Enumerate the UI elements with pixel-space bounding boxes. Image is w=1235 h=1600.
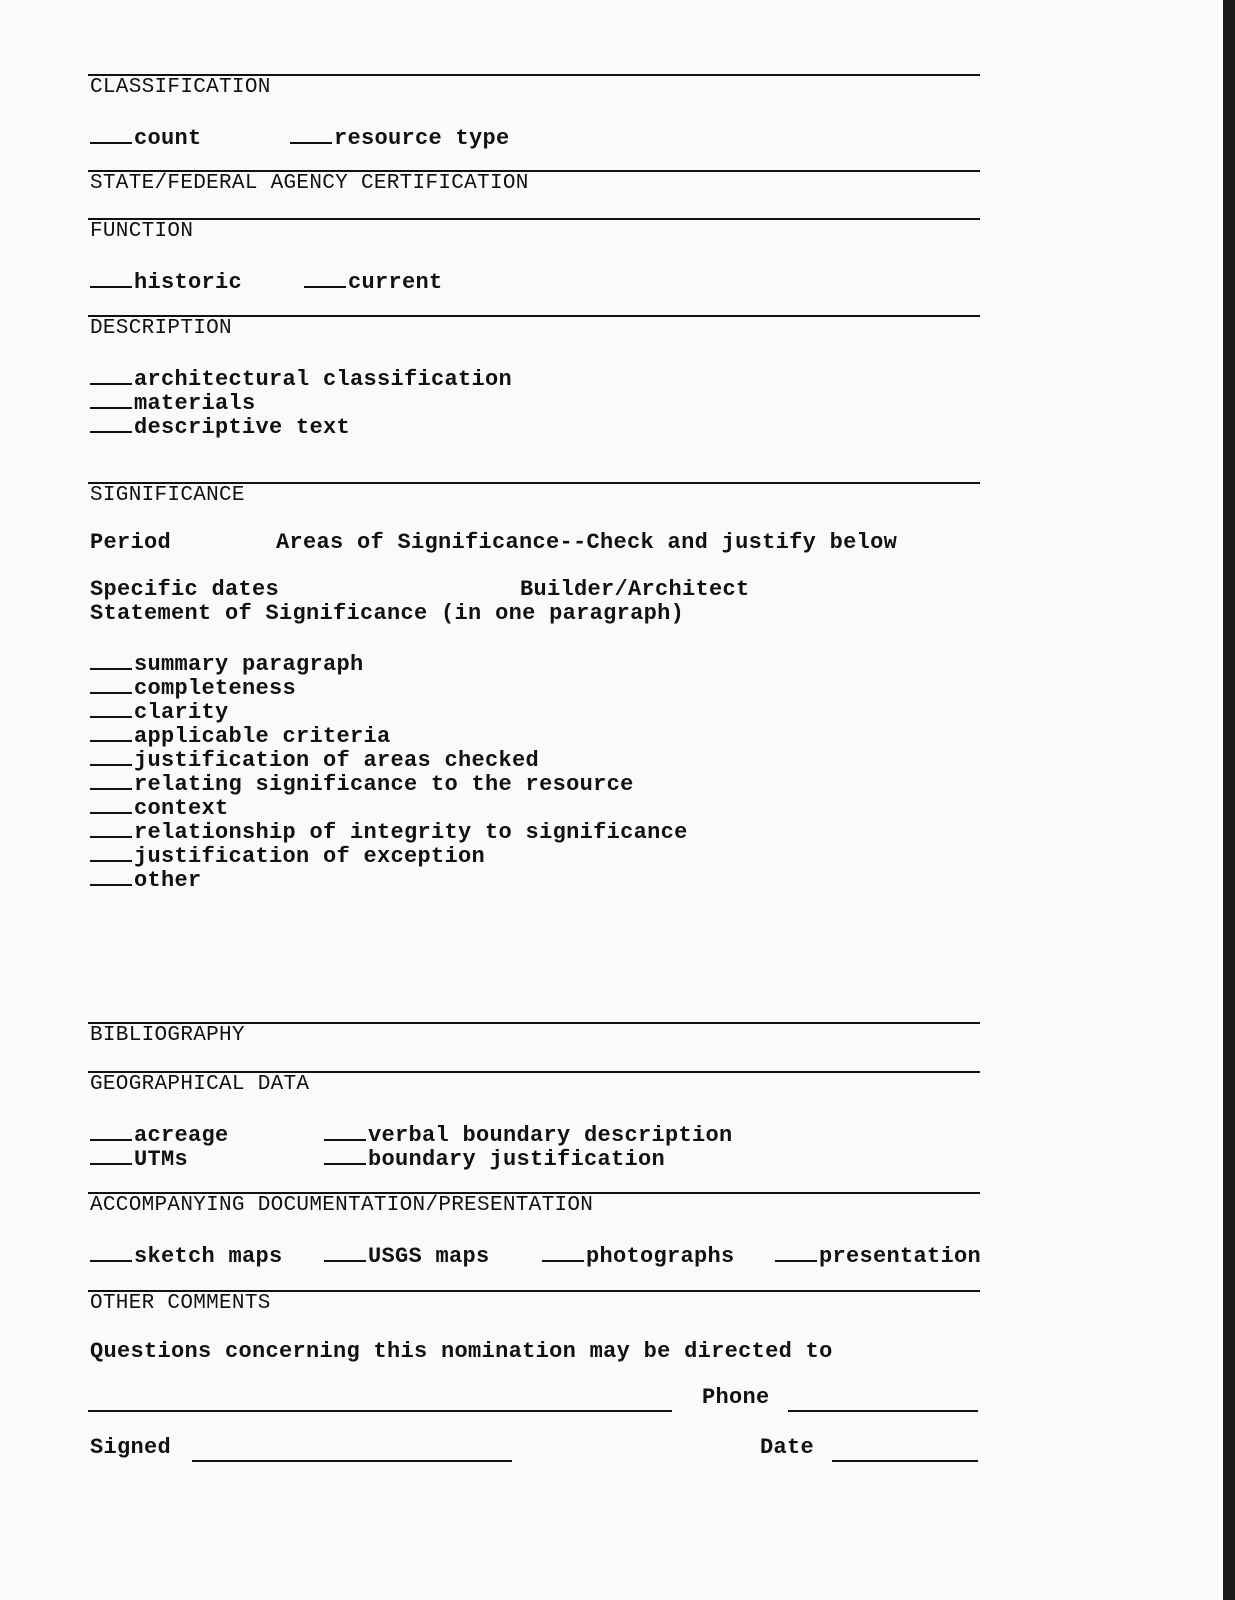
period-label: Period [90, 530, 172, 555]
checkbox-blank[interactable] [90, 722, 132, 742]
classification-heading: CLASSIFICATION [90, 76, 271, 99]
presentation-blank[interactable] [775, 1242, 817, 1262]
phone-line[interactable] [788, 1410, 978, 1412]
certification-heading: STATE/FEDERAL AGENCY CERTIFICATION [90, 172, 529, 195]
acreage-blank[interactable] [90, 1121, 132, 1141]
checkbox-blank[interactable] [90, 770, 132, 790]
signature-line[interactable] [192, 1460, 512, 1462]
specific-dates-label: Specific dates [90, 577, 280, 602]
checkbox-blank[interactable] [90, 746, 132, 766]
checkbox-blank[interactable] [90, 365, 132, 385]
statement-label: Statement of Significance (in one paragraph) [90, 601, 685, 626]
description-item: descriptive text [90, 413, 350, 440]
significance-item: completeness [90, 674, 296, 701]
significance-item: clarity [90, 698, 229, 725]
significance-item: summary paragraph [90, 650, 364, 677]
checkbox-blank[interactable] [90, 818, 132, 838]
checkbox-blank[interactable] [90, 866, 132, 886]
bibliography-heading: BIBLIOGRAPHY [90, 1024, 245, 1047]
verbal-label: verbal boundary description [368, 1123, 733, 1148]
documentation-heading: ACCOMPANYING DOCUMENTATION/PRESENTATION [90, 1194, 594, 1217]
description-heading: DESCRIPTION [90, 317, 232, 340]
areas-label: Areas of Significance--Check and justify below [276, 530, 898, 555]
checkbox-blank[interactable] [90, 674, 132, 694]
historic-blank[interactable] [90, 268, 132, 288]
significance-item: applicable criteria [90, 722, 391, 749]
rule [88, 218, 980, 220]
checkbox-blank[interactable] [90, 413, 132, 433]
verbal-blank[interactable] [324, 1121, 366, 1141]
resource-type-label: resource type [334, 126, 510, 151]
historic-label: historic [134, 270, 243, 295]
sketch-label: sketch maps [134, 1244, 283, 1269]
significance-item: other [90, 866, 202, 893]
sketch-blank[interactable] [90, 1242, 132, 1262]
presentation-label: presentation [819, 1244, 982, 1269]
significance-item: justification of exception [90, 842, 485, 869]
significance-item: context [90, 794, 229, 821]
significance-heading: SIGNIFICANCE [90, 484, 245, 507]
usgs-label: USGS maps [368, 1244, 490, 1269]
signed-label: Signed [90, 1435, 172, 1460]
checkbox-blank[interactable] [90, 698, 132, 718]
count-label: count [134, 126, 202, 151]
description-item: architectural classification [90, 365, 512, 392]
boundary-blank[interactable] [324, 1145, 366, 1165]
function-heading: FUNCTION [90, 220, 194, 243]
contact-name-line[interactable] [88, 1410, 672, 1412]
comments-heading: OTHER COMMENTS [90, 1292, 271, 1315]
utms-label: UTMs [134, 1147, 189, 1172]
description-item: materials [90, 389, 256, 416]
builder-label: Builder/Architect [520, 577, 750, 602]
phone-label: Phone [702, 1385, 770, 1410]
checkbox-blank[interactable] [90, 389, 132, 409]
significance-item: relationship of integrity to significance [90, 818, 688, 845]
date-line[interactable] [832, 1460, 978, 1462]
photos-blank[interactable] [542, 1242, 584, 1262]
checkbox-blank[interactable] [90, 842, 132, 862]
current-blank[interactable] [304, 268, 346, 288]
significance-item: justification of areas checked [90, 746, 539, 773]
boundary-label: boundary justification [368, 1147, 666, 1172]
questions-label: Questions concerning this nomination may be directed to [90, 1339, 833, 1364]
date-label: Date [760, 1435, 815, 1460]
utms-blank[interactable] [90, 1145, 132, 1165]
photos-label: photographs [586, 1244, 735, 1269]
geo-heading: GEOGRAPHICAL DATA [90, 1073, 310, 1096]
scan-edge [1223, 0, 1235, 1600]
count-blank[interactable] [90, 124, 132, 144]
acreage-label: acreage [134, 1123, 229, 1148]
current-label: current [348, 270, 443, 295]
checkbox-blank[interactable] [90, 650, 132, 670]
resource-type-blank[interactable] [290, 124, 332, 144]
checkbox-blank[interactable] [90, 794, 132, 814]
usgs-blank[interactable] [324, 1242, 366, 1262]
significance-item: relating significance to the resource [90, 770, 634, 797]
